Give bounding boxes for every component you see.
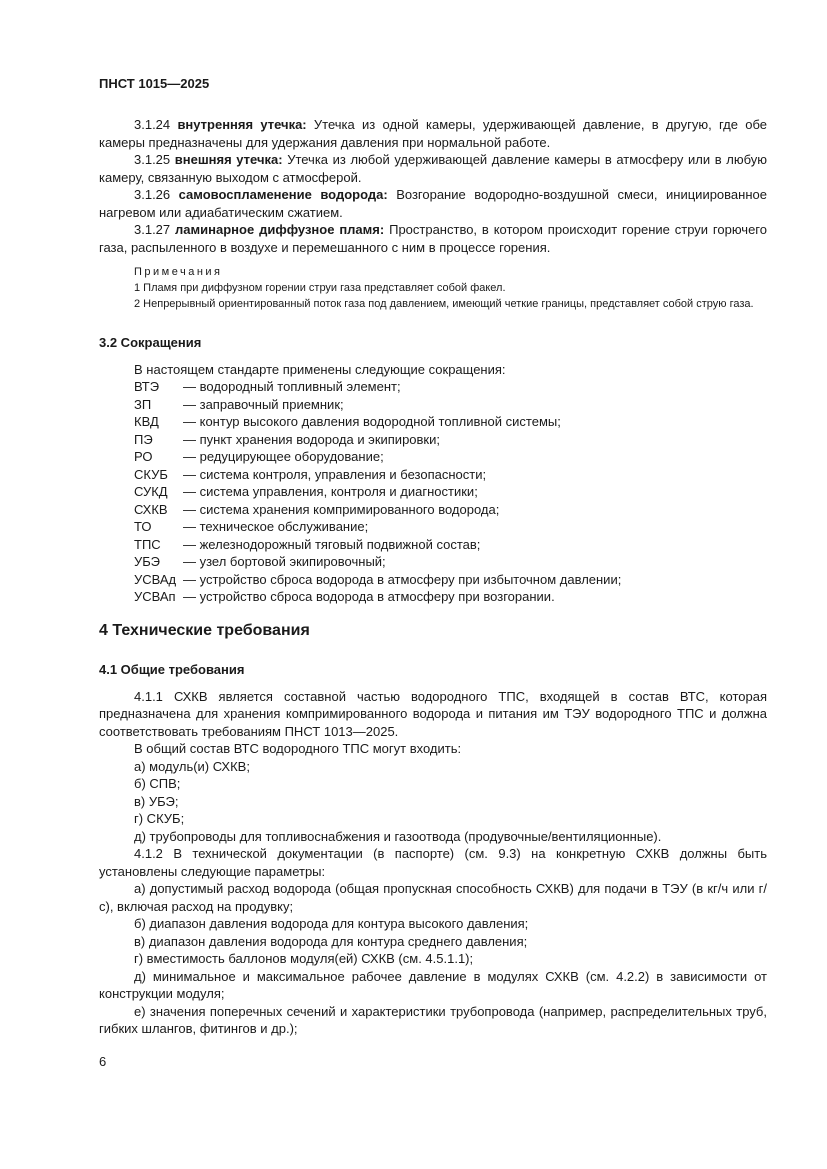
abbreviation-item: [99, 413, 767, 431]
definition-3-1-27: [99, 221, 767, 256]
note-item: 2 Непрерывный ориентированный поток газа под давлением, имеющий четкие границы, представляет собой струю газа.: [134, 298, 754, 310]
list-4-1-1: [99, 758, 767, 846]
abbreviation-code: ПЭ: [134, 431, 153, 447]
paragraph-4-1-1-list-intro: В общий состав ВТС водородного ТПС могут входить:: [134, 741, 462, 756]
abbreviation-desc: — водородный топливный элемент;: [183, 379, 401, 394]
section-4-1-title: 4.1 Общие требования: [99, 662, 245, 677]
abbreviation-item: [99, 483, 767, 501]
list-item: д) минимальное и максимальное рабочее давление в модулях СХКВ (см. 4.2.2) в зависимости от конструкции модуля;: [99, 968, 767, 1001]
definition-text: Пространство, в котором происходит горение струи горючего газа, распыленного в воздухе и перемешанного с ним в процессе горения.: [99, 222, 767, 255]
abbreviation-item: [99, 501, 767, 519]
definition-number: 3.1.24: [134, 117, 171, 132]
definition-term: ламинарное диффузное пламя:: [175, 222, 385, 237]
paragraph-4-1-2: 4.1.2 В технической документации (в паспорте) (см. 9.3) на конкретную СХКВ должны быть установлены следующие параметры:: [99, 846, 767, 879]
list-item: г) вместимость баллонов модуля(ей) СХКВ (см. 4.5.1.1);: [134, 951, 474, 966]
list-item: а) модуль(и) СХКВ;: [134, 758, 250, 774]
abbreviation-item: [99, 518, 767, 536]
note-item: 1 Пламя при диффузном горении струи газа представляет собой факел.: [134, 282, 506, 294]
definition-3-1-24: [99, 116, 767, 151]
definition-text: Возгорание водородно-воздушной смеси, инициированное нагревом или адиабатическим сжатием.: [99, 187, 767, 220]
definition-term: внутренняя утечка:: [177, 117, 307, 132]
abbreviation-item: [99, 588, 767, 606]
notes-title: Примечания: [134, 266, 223, 278]
abbreviation-desc: — контур высокого давления водородной топливной системы;: [183, 414, 561, 429]
section-4-title: 4 Технические требования: [99, 621, 310, 639]
abbreviation-code: СКУБ: [134, 466, 168, 482]
abbreviation-item: [99, 553, 767, 571]
abbreviation-code: КВД: [134, 414, 159, 429]
notes-block: [99, 264, 767, 312]
section-3-2-title: 3.2 Сокращения: [99, 335, 202, 350]
abbreviation-desc: — система контроля, управления и безопасности;: [183, 466, 487, 482]
definition-number: 3.1.27: [134, 222, 171, 237]
abbreviation-item: [99, 396, 767, 414]
definition-number: 3.1.25: [134, 152, 171, 167]
list-item: в) диапазон давления водорода для контура среднего давления;: [134, 933, 528, 949]
paragraph-4-1-1: 4.1.1 СХКВ является составной частью водородного ТПС, входящей в состав ВТС, которая предназначена для хранения компримированного водорода и питания им ТЭУ водородного ТПС и должна соответствовать требованиям ПНСТ 1013—2025.: [99, 688, 767, 739]
abbreviation-code: УСВАп: [134, 589, 176, 604]
list-4-1-2: [99, 880, 767, 1038]
list-item: в) УБЭ;: [134, 793, 179, 809]
abbreviation-item: [99, 448, 767, 466]
page-number: 6: [99, 1054, 107, 1069]
abbreviation-code: ТО: [134, 519, 152, 534]
abbreviations-intro: В настоящем стандарте применены следующие сокращения:: [134, 361, 506, 377]
abbreviation-item: [99, 571, 767, 589]
abbreviation-desc: — устройство сброса водорода в атмосферу при возгорании.: [183, 589, 555, 604]
abbreviations-list: [99, 378, 767, 606]
definition-3-1-25: [99, 151, 767, 186]
list-item: е) значения поперечных сечений и характеристики трубопровода (например, распределительных труб, гибких шлангов, фитингов и др.);: [99, 1003, 767, 1036]
document-body: [99, 116, 767, 1038]
list-item: б) диапазон давления водорода для контура высокого давления;: [134, 916, 529, 931]
abbreviation-code: ТПС: [134, 536, 161, 552]
abbreviation-item: [99, 378, 767, 396]
list-item: а) допустимый расход водорода (общая пропускная способность СХКВ) для подачи в ТЭУ (в кг/ч или г/с), включая расход на продувку;: [99, 881, 767, 914]
abbreviation-code: РО: [134, 449, 153, 464]
definition-number: 3.1.26: [134, 187, 171, 202]
abbreviation-item: [99, 536, 767, 554]
abbreviation-code: ЗП: [134, 396, 152, 412]
list-item: б) СПВ;: [134, 776, 181, 791]
abbreviation-desc: — техническое обслуживание;: [183, 519, 369, 534]
abbreviation-code: ВТЭ: [134, 379, 160, 394]
abbreviation-item: [99, 431, 767, 449]
definition-term: внешняя утечка:: [174, 152, 283, 167]
abbreviation-desc: — редуцирующее оборудование;: [183, 449, 384, 464]
abbreviation-code: СХКВ: [134, 501, 168, 517]
definition-3-1-26: [99, 186, 767, 221]
document-header: ПНСТ 1015—2025: [99, 76, 210, 91]
abbreviation-item: [99, 466, 767, 484]
abbreviation-desc: — железнодорожный тяговый подвижной состав;: [183, 536, 481, 552]
list-item: г) СКУБ;: [134, 811, 185, 826]
abbreviation-code: СУКД: [134, 484, 168, 499]
abbreviation-desc: — система хранения компримированного водорода;: [183, 501, 500, 517]
abbreviation-code: УБЭ: [134, 554, 160, 569]
abbreviation-desc: — узел бортовой экипировочный;: [183, 554, 386, 569]
abbreviation-desc: — устройство сброса водорода в атмосферу при избыточном давлении;: [183, 571, 622, 587]
definition-text: Утечка из любой удерживающей давление камеры в атмосферу или в любую камеру, связанную выходом с атмосферой.: [99, 152, 767, 185]
list-item: д) трубопроводы для топливоснабжения и газоотвода (продувочные/вентиляционные).: [134, 828, 662, 844]
definition-term: самовоспламенение водорода:: [178, 187, 388, 202]
abbreviation-desc: — пункт хранения водорода и экипировки;: [183, 431, 440, 447]
abbreviation-desc: — заправочный приемник;: [183, 396, 344, 412]
abbreviation-code: УСВАд: [134, 571, 177, 587]
abbreviation-desc: — система управления, контроля и диагностики;: [183, 484, 478, 499]
definition-text: Утечка из одной камеры, удерживающей давление, в другую, где обе камеры предназначены для удержания давления при нормальной работе.: [99, 117, 767, 150]
